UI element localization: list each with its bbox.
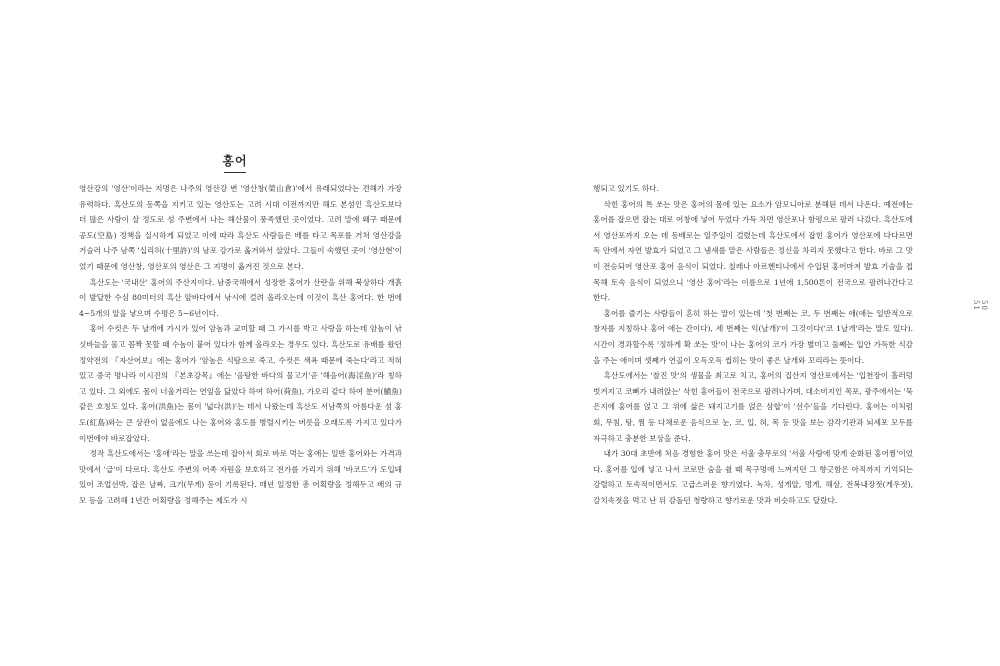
- paragraph: 흑산도에서는 '찰진 맛'의 생물을 최고로 치고, 홍어의 집산지 영산포에서는 '입천장이 홀러덩 벗겨지고 코뼈가 내려앉는' 삭힌 홍어들이 전국으로 팔려나가며, 대소비지인 목포, 광주에서는 '묵은지에 홍어를 얹고 그 위에 삶은 돼지고기를 얹은 삼합'이 '선수'들을 기다린다. 홍어는 이처럼 회, 무침, 탕, 찜 등 다채로운 음식으로 눈, 코, 입, 혀, 목 등 맛을 보는 감각기관과 뇌세포 모두를 자극하고 충분한 보상을 준다.: [593, 371, 913, 443]
- left-page-text: [79, 181, 402, 508]
- right-page-text: [593, 181, 913, 508]
- paragraph: 홍어 수컷은 두 날개에 가시가 있어 암놈과 교미할 때 그 가시를 박고 사랑을 하는데 암놈이 낚싯바늘을 물고 꼼짝 못할 때 수놈이 붙어 있다가 함께 올라오는 경우도 있다. 흑산도로 유배를 왔던 정약전의 『자산어보』에는 홍어가 '암놈은 식탐으로 죽고, 수컷은 색욕 때문에 죽는다'라고 적혀 있고 중국 명나라 이시진의 『본초강목』에는 '음탕한 바다의 물고기'곧 '해음어(海淫魚)'라 칭하고 있다. 그 외에도 몸이 너울거리는 연잎을 닮았다 하여 하어(荷魚), 가오리 같다 하여 분어(鱝魚) 같은 호칭도 있다. 홍어(洪魚)는 몸이 '넓다(洪)'는 데서 나왔는데 흑산도 서남쪽의 아름다운 섬 홍도(紅島)와는 큰 상관이 없음에도 나는 홍어와 홍도를 병렬시키는 버릇을 오래도록 가지고 있다가 이번에야 바로잡았다.: [79, 324, 402, 443]
- page-title: 홍어: [0, 152, 470, 173]
- page-number-right: 51: [972, 300, 980, 311]
- paragraph: 영산강의 '영산'이라는 지명은 나주의 영산강 변 '영산창(榮山倉)'에서 유래되었다는 견해가 가장 유력하다. 흑산도의 동쪽을 지키고 있는 영산도는 고려 시대 이전까지만 해도 본섬인 흑산도보다 더 많은 사람이 살 정도로 섬 주변에서 나는 해산물이 풍족했던 곳이었다. 고려 말에 왜구 때문에 공도(空島) 정책을 실시하게 되었고 이에 따라 흑산도 사람들은 배를 타고 목포를 거쳐 영산강을 거슬러 나주 남쪽 '십리허(十里許)'의 남포 강가로 옮겨와서 살았다. 그들이 속했던 곳이 '영산현'이었기 때문에 영산창, 영산포의 영산은 그 지명이 옮겨진 것으로 본다.: [79, 184, 402, 271]
- page-number-left: 50: [980, 300, 988, 311]
- page-numbers: [972, 300, 988, 321]
- paragraph: 행되고 있기도 하다.: [593, 184, 659, 193]
- paragraph: 흑산도는 '국내산' 홍어의 주산지이다. 남중국해에서 성장한 홍어가 산란을 위해 북상하다 개흙이 발달한 수심 80미터의 흑산 앞바다에서 낚시에 걸려 올라오는데 이것이 흑산 홍어다. 한 번에 4~5개의 알을 낳으며 수명은 5~6년이다.: [79, 277, 402, 318]
- paragraph: 홍어를 즐기는 사람들이 흔히 하는 말이 있는데 '첫 번째는 코, 두 번째는 애(애는 일반적으로 창자를 지칭하나 홍어 애는 간이다), 세 번째는 익(날개)'이 그것이다('코 1날개'라는 말도 있다). 시간이 경과할수록 '징하게 확 쏘는 맛'이 나는 홍어의 코가 가장 별미고 둘째는 입안 가득한 식감을 주는 애이며 셋째가 연골이 오독오독 씹히는 맛이 좋은 날개와 꼬리라는 뜻이다.: [593, 308, 913, 365]
- paragraph: 정작 흑산도에서는 '홍애'라는 말을 쓰는데 잡아서 회로 바로 먹는 홍애는 일반 홍어와는 가격과 맛에서 '급'이 다르다. 흑산도 주변의 어족 자원을 보호하고 전가를 가리기 위해 '바코드'가 도입돼 있어 조업선박, 잡은 날짜, 크기(무게) 등이 기록된다. 매년 일정한 총 어획량을 정해두고 배의 규모 등을 고려해 1년간 어획량을 정해주는 제도가 시: [79, 449, 402, 505]
- paragraph: 내가 30대 초반에 처음 경험한 홍어 맛은 서울 충무로의 '서울 사람에 맞게 순화된 홍어찜'이었다. 홍어를 입에 넣고 나서 코로만 숨을 쉴 때 목구멍에 느껴지던 그 향긋함은 아직까지 기억되는 강렬하고 토속적이면서도 고급스러운 향기였다. 녹차, 성게알, 멍게, 해삼, 전복내장젓(게우젓), 갈치속젓을 먹고 난 뒤 감돌던 청량하고 향기로운 맛과 비슷하고도 달랐다.: [593, 449, 913, 505]
- paragraph: 삭힌 홍어의 톡 쏘는 맛은 홍어의 몸에 있는 요소가 암모니아로 분해된 데서 나온다. 예전에는 홍어를 잡으면 잡는 대로 어창에 넣어 두었다 가득 차면 영산포나 함평으로 팔러 나갔다. 흑산도에서 영산포까지 오는 데 동배로는 일주일이 걸렸는데 흑산도에서 잡힌 홍어가 영산포에 다다르면 독 안에서 자연 발효가 되었고 그 냄새를 맡은 사람들은 정신을 차리지 못했다고 한다. 바로 그 맛이 전승되어 영산포 홍어 음식이 되었다. 칠레나 아르헨티나에서 수입된 홍어마저 발효 기술을 접목해 토속 음식이 되었으니 '영산 홍어'라는 이름으로 1년에 1,500톤이 전국으로 팔려나간다고 한다.: [593, 199, 913, 303]
